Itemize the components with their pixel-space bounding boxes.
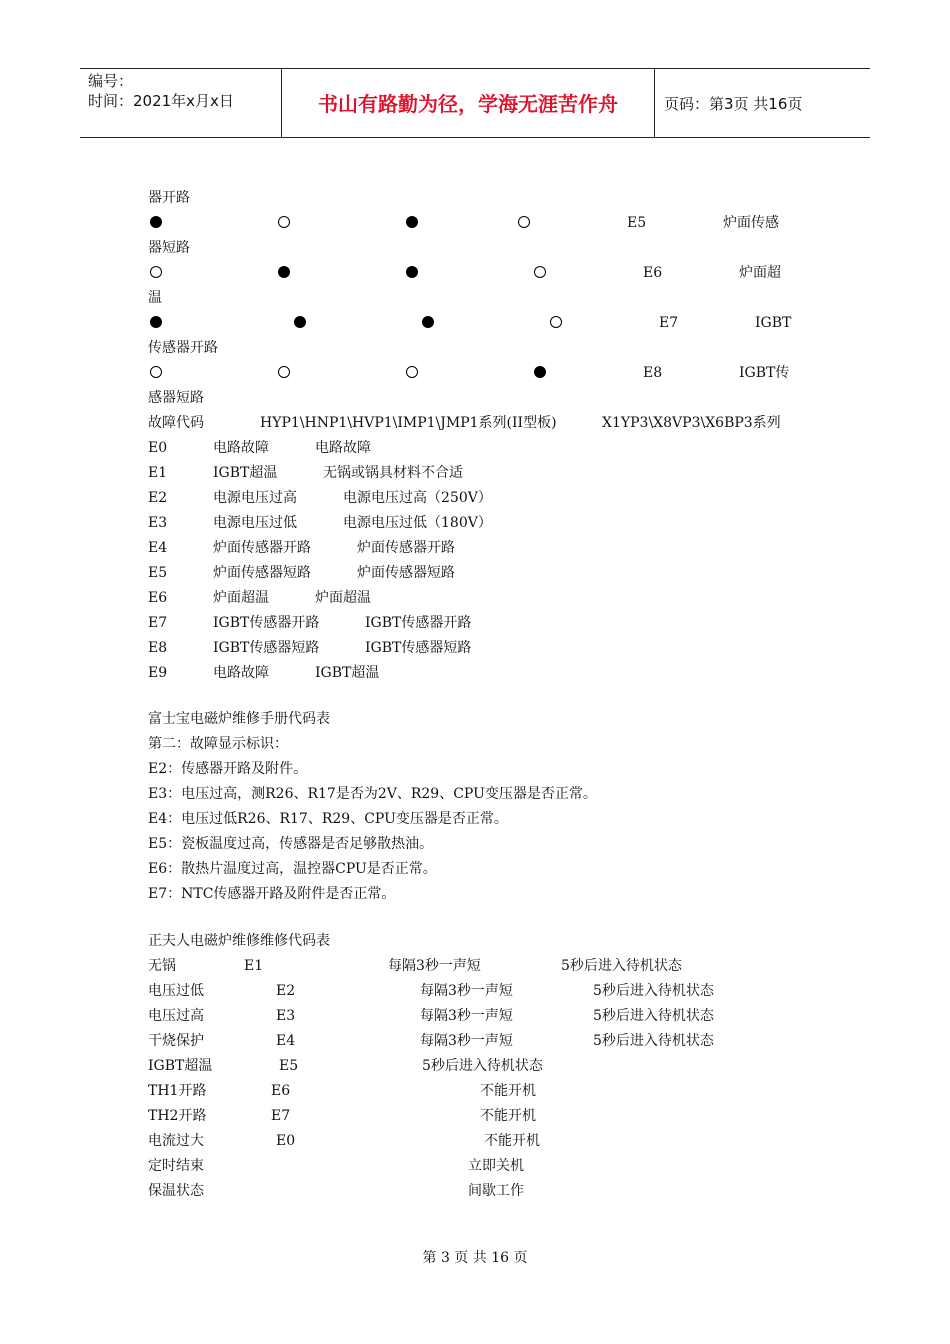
code-row (148, 1181, 828, 1201)
led-on-icon (422, 316, 434, 328)
fushibao-item: E3：电压过高，测R26、R17是否为2V、R29、CPU变压器是否正常。 (148, 786, 597, 802)
code-row-name: IGBT超温 (148, 1058, 213, 1074)
fushibao-item: E2：传感器开路及附件。 (148, 761, 308, 777)
code-row-beep: 每隔3秒一声短 (388, 958, 481, 974)
code-row (148, 1156, 828, 1176)
code-row (148, 1056, 828, 1076)
code-row-name: 电流过大 (148, 1133, 204, 1149)
fault-code: E5 (148, 565, 168, 581)
fault-desc-series1: 炉面超温 (213, 590, 269, 606)
fault-desc-series2: 炉面超温 (315, 590, 371, 606)
code-row-result: 5秒后进入待机状态 (593, 1008, 714, 1024)
date-label: 时间：2021年x月x日 (88, 92, 234, 110)
fault-desc-series1: IGBT传感器短路 (213, 640, 320, 656)
code-row (148, 1031, 828, 1051)
fault-desc-series1: 电路故障 (213, 440, 269, 456)
indicator-desc: IGBT传 (739, 365, 790, 381)
code-row (148, 981, 828, 1001)
fault-desc-series2: 无锅或锅具材料不合适 (323, 465, 463, 481)
zhengfuren-title: 正夫人电磁炉维修维修代码表 (148, 933, 330, 949)
code-row (148, 1106, 828, 1126)
code-row-result: 5秒后进入待机状态 (593, 1033, 714, 1049)
code-row-name: 电压过低 (148, 983, 204, 999)
fault-row (148, 513, 848, 533)
fault-row (148, 488, 848, 508)
code-row-name: 无锅 (148, 958, 176, 974)
indicator-code: E8 (643, 365, 663, 381)
code-row-beep: 每隔3秒一声短 (420, 983, 513, 999)
indicator-desc: 炉面传感 (723, 215, 779, 231)
fault-desc-series2: 电路故障 (315, 440, 371, 456)
fault-row (148, 588, 848, 608)
fault-row (148, 538, 848, 558)
code-row-beep: 不能开机 (480, 1083, 536, 1099)
indicator-row (148, 363, 828, 383)
led-off-icon (278, 366, 290, 378)
code-row-code: E2 (276, 983, 296, 999)
fault-code: E9 (148, 665, 168, 681)
code-row-beep: 不能开机 (484, 1133, 540, 1149)
fault-code: E1 (148, 465, 168, 481)
indicator-row-tail: 器开路 (148, 190, 190, 206)
led-on-icon (294, 316, 306, 328)
fault-header-series2: X1YP3\X8VP3\X6BP3系列 (602, 415, 781, 431)
led-on-icon (534, 366, 546, 378)
indicator-desc-tail: 器短路 (148, 240, 190, 256)
code-row-beep: 每隔3秒一声短 (420, 1008, 513, 1024)
code-row-beep: 每隔3秒一声短 (420, 1033, 513, 1049)
number-label: 编号： (88, 72, 134, 90)
indicator-row (148, 313, 828, 333)
code-row (148, 956, 828, 976)
code-row-result: 5秒后进入待机状态 (593, 983, 714, 999)
indicator-row (148, 263, 828, 283)
led-off-icon (534, 266, 546, 278)
page-header (80, 68, 870, 138)
fault-row (148, 663, 848, 683)
fushibao-title: 富士宝电磁炉维修手册代码表 (148, 711, 330, 727)
led-off-icon (550, 316, 562, 328)
fushibao-subtitle: 第二：故障显示标识： (148, 736, 288, 752)
header-motto: 书山有路勤为径，学海无涯苦作舟 (318, 92, 618, 116)
fushibao-item: E6：散热片温度过高，温控器CPU是否正常。 (148, 861, 437, 877)
fault-row (148, 638, 848, 658)
code-row-name: 干烧保护 (148, 1033, 204, 1049)
fault-desc-series2: IGBT传感器开路 (365, 615, 472, 631)
page-footer: 第 3 页 共 16 页 (422, 1250, 528, 1266)
code-row-name: 电压过高 (148, 1008, 204, 1024)
fault-code: E4 (148, 540, 168, 556)
fushibao-item: E4：电压过低R26、R17、R29、CPU变压器是否正常。 (148, 811, 508, 827)
led-on-icon (150, 316, 162, 328)
code-row-code: E3 (276, 1008, 296, 1024)
code-row (148, 1131, 828, 1151)
led-on-icon (406, 216, 418, 228)
code-row-beep: 5秒后进入待机状态 (422, 1058, 543, 1074)
code-row-code: E0 (276, 1133, 296, 1149)
fault-desc-series1: 电源电压过高 (213, 490, 297, 506)
led-on-icon (406, 266, 418, 278)
code-row-code: E7 (271, 1108, 291, 1124)
indicator-desc: 炉面超 (739, 265, 781, 281)
fault-table-header (148, 413, 848, 433)
code-row-beep: 不能开机 (480, 1108, 536, 1124)
header-page-label: 页码：第3页 共16页 (664, 95, 803, 113)
led-on-icon (150, 216, 162, 228)
led-off-icon (278, 216, 290, 228)
fault-desc-series1: 炉面传感器开路 (213, 540, 311, 556)
header-divider (654, 69, 655, 137)
fault-desc-series2: IGBT传感器短路 (365, 640, 472, 656)
fault-desc-series1: 电路故障 (213, 665, 269, 681)
fault-code: E0 (148, 440, 168, 456)
fushibao-item: E7：NTC传感器开路及附件是否正常。 (148, 886, 396, 902)
fault-row (148, 563, 848, 583)
header-meta (88, 71, 234, 111)
fault-desc-series1: 炉面传感器短路 (213, 565, 311, 581)
code-row (148, 1006, 828, 1026)
indicator-code: E5 (627, 215, 647, 231)
code-row-code: E6 (271, 1083, 291, 1099)
fault-desc-series2: 电源电压过低（180V） (343, 515, 492, 531)
fault-code: E6 (148, 590, 168, 606)
fault-header-code: 故障代码 (148, 415, 204, 431)
fault-code: E8 (148, 640, 168, 656)
fault-desc-series1: IGBT超温 (213, 465, 278, 481)
code-row-name: TH2开路 (148, 1108, 207, 1124)
code-row-code: E4 (276, 1033, 296, 1049)
fault-desc-series1: 电源电压过低 (213, 515, 297, 531)
fault-desc-series1: IGBT传感器开路 (213, 615, 320, 631)
code-row-code: E1 (244, 958, 264, 974)
led-off-icon (406, 366, 418, 378)
led-off-icon (518, 216, 530, 228)
code-row-result: 5秒后进入待机状态 (561, 958, 682, 974)
fushibao-item: E5：瓷板温度过高，传感器是否足够散热油。 (148, 836, 434, 852)
fault-desc-series2: 炉面传感器短路 (357, 565, 455, 581)
code-row-name: 保温状态 (148, 1183, 204, 1199)
fault-row (148, 463, 848, 483)
fault-header-series1: HYP1\HNP1\HVP1\IMP1\JMP1系列(II型板) (260, 415, 557, 431)
led-off-icon (150, 266, 162, 278)
code-row-code: E5 (279, 1058, 299, 1074)
indicator-row (148, 213, 828, 233)
code-row-name: TH1开路 (148, 1083, 207, 1099)
indicator-desc-tail: 温 (148, 290, 162, 306)
fault-code: E3 (148, 515, 168, 531)
indicator-desc-tail: 感器短路 (148, 390, 204, 406)
code-row (148, 1081, 828, 1101)
fault-row (148, 613, 848, 633)
fault-code: E2 (148, 490, 168, 506)
fault-desc-series2: 电源电压过高（250V） (343, 490, 492, 506)
fault-code: E7 (148, 615, 168, 631)
indicator-code: E6 (643, 265, 663, 281)
led-on-icon (278, 266, 290, 278)
fault-desc-series2: 炉面传感器开路 (357, 540, 455, 556)
fault-desc-series2: IGBT超温 (315, 665, 380, 681)
indicator-desc-tail: 传感器开路 (148, 340, 218, 356)
led-off-icon (150, 366, 162, 378)
indicator-code: E7 (659, 315, 679, 331)
code-row-beep: 立即关机 (468, 1158, 524, 1174)
code-row-name: 定时结束 (148, 1158, 204, 1174)
fault-row (148, 438, 848, 458)
code-row-beep: 间歇工作 (468, 1183, 524, 1199)
indicator-desc: IGBT (755, 315, 792, 331)
